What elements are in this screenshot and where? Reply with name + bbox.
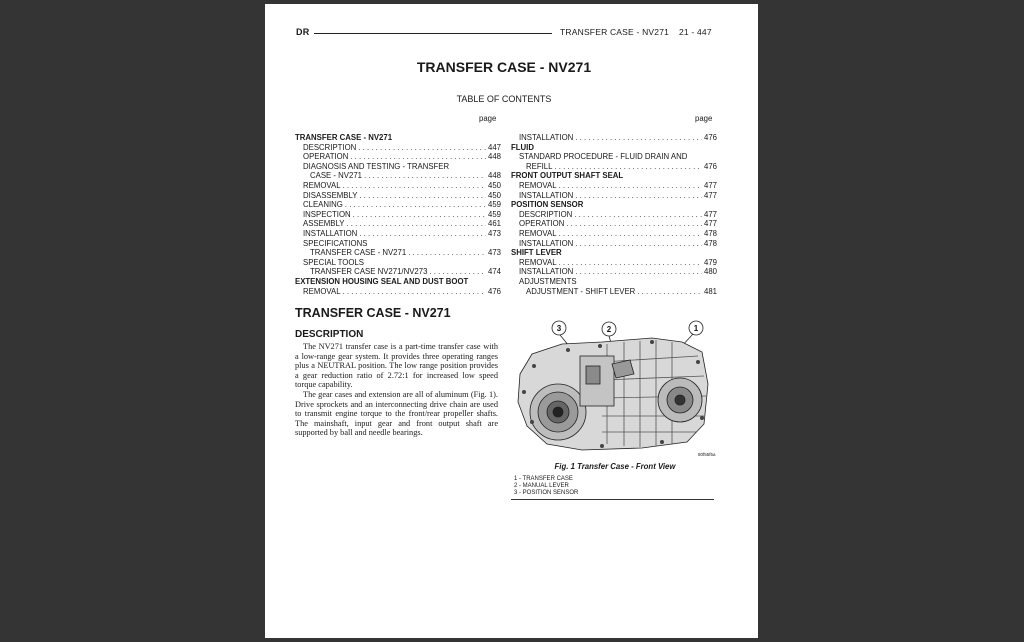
toc-entry-label: REFILL [526,161,553,171]
toc-leader-dots [575,191,702,201]
toc-entry [511,239,717,249]
toc-entry-page: 474 [487,267,501,277]
toc-entry-label: INSTALLATION [519,238,574,248]
toc-leader-dots [429,267,486,277]
toc-leader-dots [575,239,702,249]
toc-entry-page: 478 [703,228,717,238]
toc-entry-page: 448 [487,171,501,181]
toc-leader-dots [574,210,702,220]
toc-leader-dots [358,143,486,153]
toc-entry-label: REMOVAL [519,257,557,267]
toc-entry-page: 481 [703,286,717,296]
toc-entry-label: FRONT OUTPUT SHAFT SEAL [511,171,624,181]
toc-entry-page: 476 [487,286,501,296]
toc-leader-dots [346,219,486,229]
callout-1: 1 [693,324,699,333]
toc-leader-dots [359,229,486,239]
toc-entry [295,229,501,239]
figure-code: 80f55f5a [698,452,716,457]
toc-leader-dots [566,219,702,229]
toc-entry [295,239,501,249]
toc-entry-label: DISASSEMBLY [303,190,358,200]
toc-entry-label: CLEANING [303,200,343,210]
toc-entry [511,152,717,162]
toc-entry-label: INSTALLATION [303,228,358,238]
toc-entry-label: DIAGNOSIS AND TESTING - TRANSFER [303,161,450,171]
section-subtitle: DESCRIPTION [295,329,364,340]
toc-entry-label: CASE - NV271 [310,171,363,181]
toc-entry [295,258,501,268]
toc-entry-label: INSTALLATION [519,267,574,277]
toc-entry [511,258,717,268]
toc-entry [295,277,501,287]
toc-entry-page: 478 [703,238,717,248]
toc-entry [295,162,501,172]
toc-entry [295,267,501,277]
toc-entry-label: INSPECTION [303,209,351,219]
toc-leader-dots [559,229,702,239]
toc-entry [295,287,501,297]
figure-caption: Fig. 1 Transfer Case - Front View [554,462,676,471]
description-paragraph-1: The NV271 transfer case is a part-time transfer case with a low-range gear system. It provides three operating ranges plus a NEUTRAL position. The low range position provides a gear reduction ratio of 2.72:1 for increased low speed torque capability. [295,342,498,390]
toc-entry-label: OPERATION [519,219,565,229]
manual-page [265,4,758,638]
toc-entry [295,248,501,258]
toc-leader-dots [350,152,486,162]
toc-entry [511,133,717,143]
toc-entry-label: POSITION SENSOR [511,200,584,210]
toc-entry [511,181,717,191]
toc-entry [511,219,717,229]
toc-entry-label: TRANSFER CASE NV271/NV273 [310,267,428,277]
toc-entry [511,191,717,201]
toc-entry [511,287,717,297]
toc-entry-page: 450 [487,190,501,200]
toc-entry [511,248,717,258]
toc-leader-dots [343,287,486,297]
description-paragraph-2: The gear cases and extension are all of aluminum (Fig. 1). Drive sprockets and an interconnecting drive chain are used to transmit engine torque to the front/rear propeller shafts. The mainshaft, input gear and front output shaft are supported by ball and needle bearings. [295,389,498,438]
legend-item: 2 - MANUAL LEVER [514,483,569,489]
toc-entry-label: TRANSFER CASE - NV271 [310,248,407,258]
toc-leader-dots [408,248,486,258]
toc-entry-label: STANDARD PROCEDURE - FLUID DRAIN AND [519,152,688,162]
toc-leader-dots [559,258,702,268]
toc-entry [511,229,717,239]
toc-entry [295,133,501,143]
toc-leader-dots [559,181,702,191]
toc-leader-dots [637,287,702,297]
toc-entry [511,267,717,277]
header-title: TRANSFER CASE - NV271 [560,27,670,37]
toc-entry-label: ADJUSTMENT - SHIFT LEVER [526,286,636,296]
toc-leader-dots [343,181,486,191]
toc-leader-dots [575,133,702,143]
toc-entry-label: SPECIFICATIONS [303,238,368,248]
toc-entry-page: 473 [487,248,501,258]
toc-entry-page: 447 [487,142,501,152]
transfer-case-illustration [512,314,720,460]
toc-entry-label: INSTALLATION [519,133,574,142]
section-title: TRANSFER CASE - NV271 [295,306,451,320]
toc-entry [511,162,717,172]
figure-legend [514,476,578,497]
header-rule [314,33,552,34]
toc-entry-page: 479 [703,257,717,267]
toc-entry-page: 473 [487,228,501,238]
toc-entry-label: SPECIAL TOOLS [303,257,364,267]
toc-page-label-left: page [479,114,497,123]
toc-entry [511,200,717,210]
toc-leader-dots [554,162,702,172]
toc-entry-label: EXTENSION HOUSING SEAL AND DUST BOOT [295,276,469,286]
toc-entry-label: ADJUSTMENTS [519,276,577,286]
header-left-tag: DR [296,27,310,37]
header-page-ref: 21 - 447 [679,27,712,37]
toc-entry-label: DESCRIPTION [303,142,357,152]
toc-right-column [511,133,717,296]
toc-entry-page: 459 [487,209,501,219]
toc-entry-page: 459 [487,200,501,210]
toc-leader-dots [345,200,486,210]
toc-entry-page: 476 [703,133,717,142]
toc-entry [295,219,501,229]
toc-entry-label: REMOVAL [519,180,557,190]
toc-left-column [295,133,501,296]
toc-entry [511,143,717,153]
toc-entry-page: 461 [487,219,501,229]
toc-entry-label: REMOVAL [519,228,557,238]
toc-entry-label: INSTALLATION [519,190,574,200]
toc-leader-dots [575,267,702,277]
toc-entry [511,171,717,181]
toc-entry-page: 477 [703,219,717,229]
toc-entry-label: TRANSFER CASE - NV271 [295,133,393,142]
figure-rule [511,499,714,500]
toc-heading: TABLE OF CONTENTS [456,94,552,104]
toc-entry [295,171,501,181]
toc-entry-label: ASSEMBLY [303,219,345,229]
legend-item: 3 - POSITION SENSOR [514,490,579,496]
toc-entry [511,277,717,287]
toc-entry-label: SHIFT LEVER [511,248,562,258]
toc-entry-page: 477 [703,209,717,219]
toc-entry-page: 448 [487,152,501,162]
toc-entry-label: DESCRIPTION [519,209,573,219]
toc-entry [295,152,501,162]
toc-entry [511,210,717,220]
toc-entry-page: 477 [703,190,717,200]
page-title: TRANSFER CASE - NV271 [416,59,592,75]
toc-leader-dots [364,171,486,181]
toc-entry-page: 450 [487,180,501,190]
toc-entry [295,191,501,201]
toc-entry [295,210,501,220]
toc-entry-label: OPERATION [303,152,349,162]
callout-3: 3 [556,324,562,333]
description-body [295,342,498,438]
toc-page-label-right: page [695,114,713,123]
legend-item: 1 - TRANSFER CASE [514,476,573,482]
toc-entry-label: REMOVAL [303,286,341,296]
toc-entry-page: 476 [703,161,717,171]
toc-entry-label: FLUID [511,142,534,152]
toc-entry-page: 477 [703,180,717,190]
toc-entry-page: 480 [703,267,717,277]
toc-leader-dots [359,191,486,201]
callout-2: 2 [606,325,612,334]
toc-entry-label: REMOVAL [303,180,341,190]
toc-leader-dots [353,210,486,220]
toc-entry [295,181,501,191]
toc-entry [295,200,501,210]
toc-entry [295,143,501,153]
